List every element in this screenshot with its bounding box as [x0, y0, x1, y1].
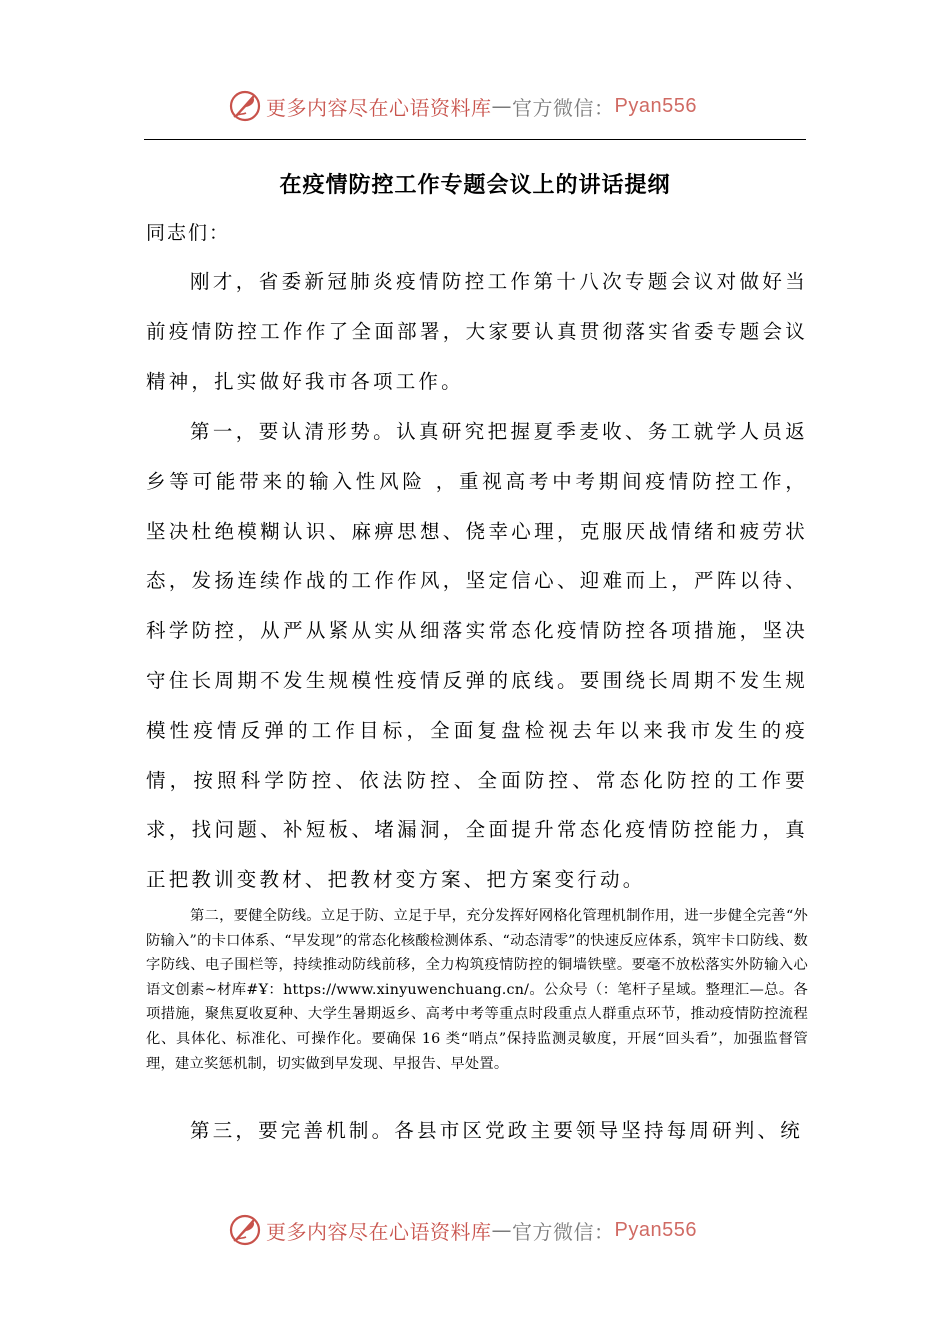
- quill-pen-logo-icon: [228, 89, 262, 123]
- footer-banner: [228, 1208, 697, 1252]
- banner-wechat-id: Pyan556: [614, 1218, 697, 1241]
- banner-sub-text: 官方微信：: [512, 1219, 615, 1244]
- quill-pen-logo-icon: [228, 1213, 262, 1247]
- banner-sub-text: 官方微信：: [512, 95, 615, 120]
- banner-dash: —: [491, 1218, 512, 1242]
- header-divider: [144, 139, 806, 140]
- banner-main-text: 更多内容尽在心语资料库: [266, 1219, 492, 1244]
- document-title: 在疫情防控工作专题会议上的讲话提纲: [279, 173, 671, 198]
- paragraph-intro: 刚才，省委新冠肺炎疫情防控工作第十八次专题会议对做好当前疫情防控工作作了全面部署，大家要认真贯彻落实省委专题会议精神，扎实做好我市各项工作。: [146, 270, 808, 393]
- paragraph-second-point: 第二，要健全防线。立足于防、立足于早，充分发挥好网格化管理机制作用，进一步健全完善“外防输入”的卡口体系、“早发现”的常态化核酸检测体系、“动态清零”的快速反应体系，筑牢卡口防线、数字防线、电子围栏等，持续推动防线前移，全力构筑疫情防控的铜墙铁壁。要毫不放松落实外防输入心语文创素~材库#Ұ：https://www.xinyuwenchuang.cn/。公众号（：笔杆子星域。整理汇—总。各项措施，聚焦夏收夏种、大学生暑期返乡、高考中考等重点时段重点人群重点环节，推动疫情防控流程化、具体化、标准化、可操作化。要确保 16 类“哨点”保持监测灵敏度，开展“回头看”，加强监督管理，建立奖惩机制，切实做到早发现、早报告、早处置。: [146, 908, 808, 1072]
- paragraph-third-point: 第三，要完善机制。各县市区党政主要领导坚持每周研判、统: [190, 1119, 803, 1142]
- paragraph-first-point: 第一，要认清形势。认真研究把握夏季麦收、务工就学人员返乡等可能带来的输入性风险 ，重视高考中考期间疫情防控工作，坚决杜绝模糊认识、麻痹思想、侥幸心理，克服厌战情绪和疲劳状态，发扬连续作战的工作作风，坚定信心、迎难而上，严阵以待、科学防控，从严从紧从实从细落实常态化疫情防控各项措施，坚决守住长周期不发生规模性疫情反弹的底线。要围绕长周期不发生规模性疫情反弹的工作目标，全面复盘检视去年以来我市发生的疫情，按照科学防控、依法防控、全面防控、常态化防控的工作要求，找问题、补短板、堵漏洞，全面提升常态化疫情防控能力，真正把教训变教材、把教材变方案、把方案变行动。: [146, 420, 808, 892]
- greeting: 同志们：: [146, 222, 231, 244]
- banner-main-text: 更多内容尽在心语资料库: [266, 95, 492, 120]
- banner-wechat-id: Pyan556: [614, 94, 697, 117]
- header-banner: [228, 84, 697, 128]
- banner-dash: —: [491, 94, 512, 118]
